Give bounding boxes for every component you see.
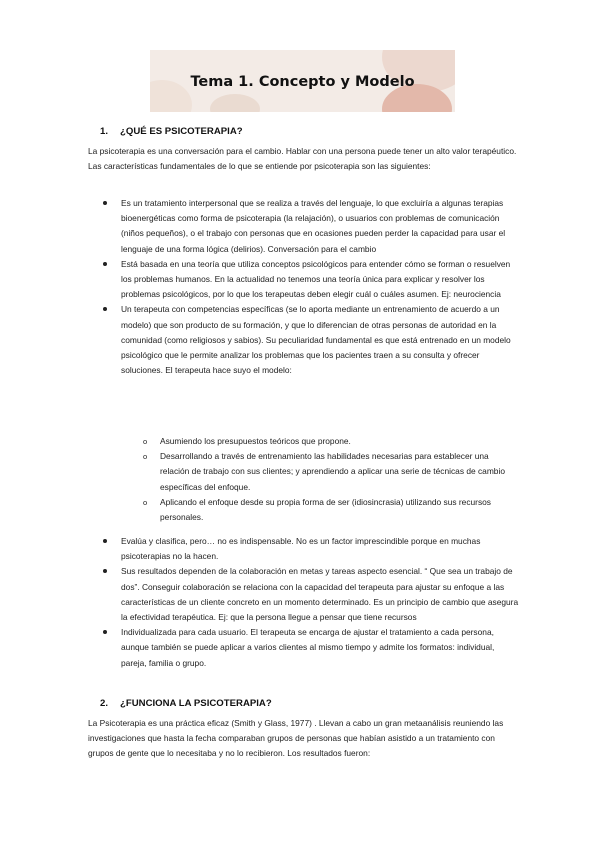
bullet-icon <box>103 539 107 543</box>
section-number: 2. <box>100 698 109 709</box>
list-item: o Aplicando el enfoque desde su propia forma de ser (idiosincrasia) utilizando sus recursos personales. <box>143 496 491 523</box>
list-item: Evalúa y clasifica, pero… no es indispensable. No es un factor imprescindible porque en muchas psicoterapias no la hacen. <box>100 534 520 564</box>
bullet-list <box>100 196 520 378</box>
page-title: Tema 1. Concepto y Modelo <box>190 74 415 90</box>
list-item: o Desarrollando a través de entrenamiento las habilidades necesarias para establecer una relación de trabajo con sus clientes; y aprendiendo a aplicar una serie de técnicas de cambio específicas del enfoque. <box>143 451 505 492</box>
title-banner <box>150 50 455 112</box>
list-item: Sus resultados dependen de la colaboración en metas y tareas aspecto esencial. “ Que sea un trabajo de dos”. Conseguir colaboración se relaciona con la capacidad del terapeuta para ajustar su enfoque a las características de un cliente concreto en un momento determinado. Es un principio de cambio que asegura la efectividad terapéutica. Ej: que la persona llegue a pensar que tiene recursos <box>100 564 520 625</box>
section-2-heading <box>100 698 272 709</box>
list-item: Un terapeuta con competencias específicas (se lo aporta mediante un entrenamiento de acuerdo a un modelo) que son producto de su formación, y que lo diferencian de otras personas de autoridad en la comunidad (como religiosos y sabios). Su peculiaridad fundamental es que está entrenado en un modelo psicológico que le permite analizar los problemas que los pacientes traen a su consulta y ofrecer soluciones. El terapeuta hace suyo el modelo: <box>100 302 520 378</box>
list-item: Es un tratamiento interpersonal que se realiza a través del lenguaje, lo que excluiría a algunas terapias bioenergéticas como forma de psicoterapia (la relajación), o usuarios con problemas de comunicación (niños pequeños), o el trabajo con personas que en ocasiones pueden perder la capacidad para usar el lenguaje de una forma lógica (delirios). Conversación para el cambio <box>100 196 520 257</box>
section-number: 1. <box>100 126 109 137</box>
section-1-heading <box>100 126 243 137</box>
list-item: Está basada en una teoría que utiliza conceptos psicológicos para entender cómo se forman o resuelven los problemas humanos. En la actualidad no tenemos una teoría única para explicar y resolver los problemas psicológicos, por lo que los terapeutas deben elegir cuál o cuáles asumen. Ej: neurociencia <box>100 257 520 303</box>
section-1-intro: La psicoterapia es una conversación para el cambio. Hablar con una persona puede tener un alto valor terapéutico. Las características fundamentales de lo que se entiende por psicoterapia son las siguientes: <box>88 146 517 172</box>
bullet-icon <box>103 569 107 573</box>
circle-bullet-icon: o <box>143 497 148 507</box>
circle-bullet-icon: o <box>143 452 148 462</box>
bullet-icon <box>103 630 107 634</box>
list-item: Individualizada para cada usuario. El terapeuta se encarga de ajustar el tratamiento a cada persona, aunque también se puede aplicar a varios clientes al mismo tiempo y admite los formatos: individual, pareja, familia o grupo. <box>100 625 520 671</box>
decorative-blob <box>210 94 260 112</box>
section-2-intro: La Psicoterapia es una práctica eficaz (Smith y Glass, 1977) . Llevan a cabo un gran metaanálisis reuniendo las investigaciones que hasta la fecha comparaban grupos de personas que habían asistido a un tratamiento con grupos de gente que lo necesitaba y no lo recibieron. Los resultados fueron: <box>88 718 504 759</box>
bullet-list-2 <box>100 534 520 671</box>
bullet-icon <box>103 262 107 266</box>
circle-bullet-icon: o <box>143 437 148 446</box>
sub-bullet-list <box>143 434 513 525</box>
bullet-icon <box>103 307 107 311</box>
list-item: o Asumiendo los presupuestos teóricos que propone. <box>143 434 513 449</box>
section-title: ¿FUNCIONA LA PSICOTERAPIA? <box>120 698 272 709</box>
section-title: ¿QUÉ ES PSICOTERAPIA? <box>120 126 243 137</box>
bullet-icon <box>103 201 107 205</box>
